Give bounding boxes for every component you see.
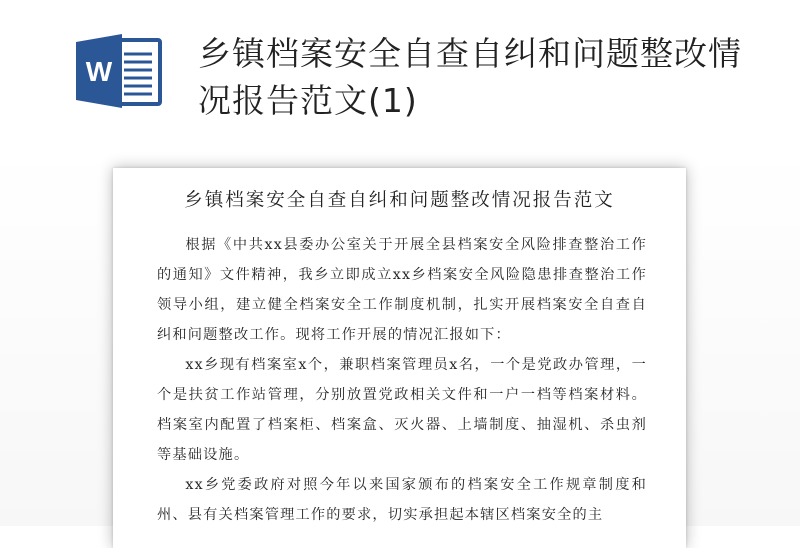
paragraph-2: xx乡现有档案室x个，兼职档案管理员x名，一个是党政办管理，一个是扶贫工作站管理，分别放置党政相关文件和一户一档等档案材料。档案室内配置了档案柜、档案盒、灭火器、上墙制度、抽湿机、杀虫剂等基础设施。 [157,357,647,463]
document-page [113,168,686,548]
document-title: 乡镇档案安全自查自纠和问题整改情况报告范文 [184,190,615,211]
paragraph-3: xx乡党委政府对照今年以来国家颁布的档案安全工作规章制度和州、县有关档案管理工作的要求，切实承担起本辖区档案安全的主 [157,477,647,523]
header [0,0,800,150]
page-title: 乡镇档案安全自查自纠和问题整改情况报告范文(1) [198,34,742,120]
word-icon-letter: W [85,56,113,87]
document-body [157,230,647,530]
paragraph-1: 根据《中共xx县委办公室关于开展全县档案安全风险排查整治工作的通知》文件精神，我乡立即成立xx乡档案安全风险隐患排查整治工作领导小组，建立健全档案安全工作制度机制，扎实开展档案安全自查自纠和问题整改工作。现将工作开展的情况汇报如下： [157,237,647,343]
word-doc-icon [72,30,164,112]
